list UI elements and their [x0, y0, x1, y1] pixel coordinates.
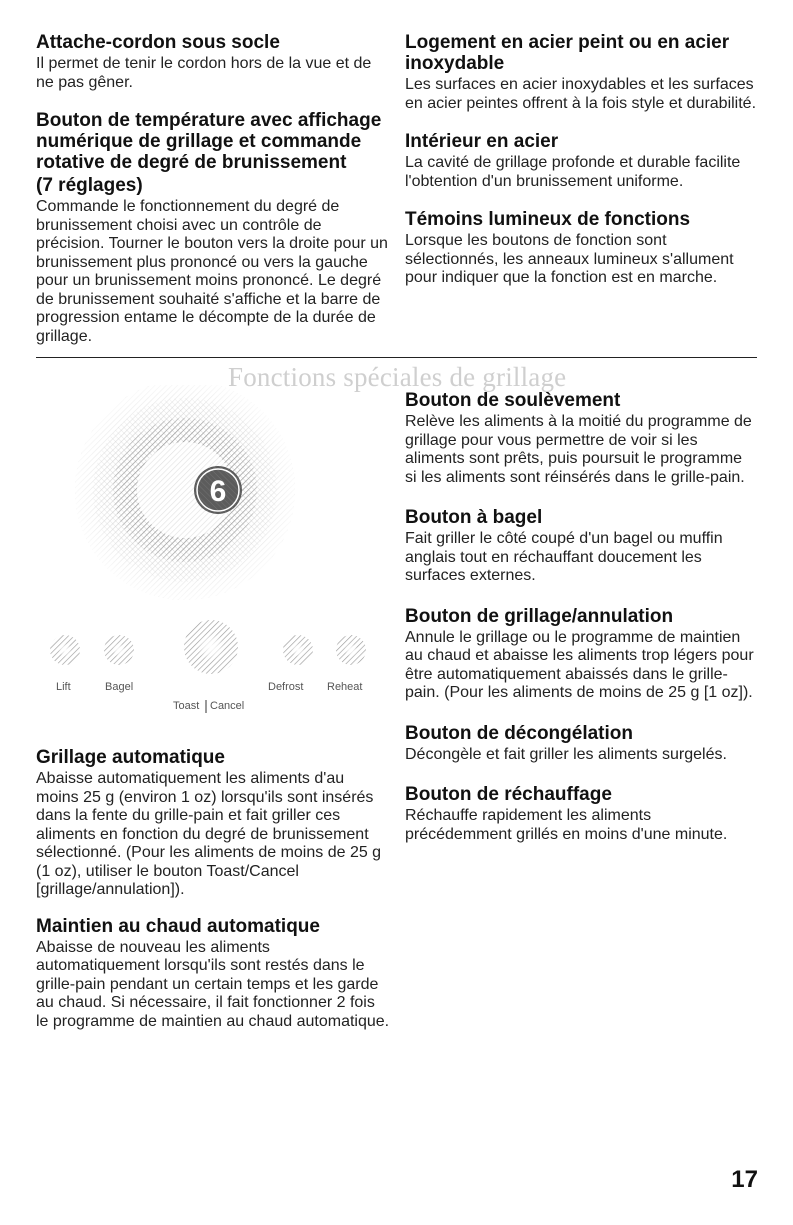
interior-title: Intérieur en acier — [405, 131, 559, 152]
defrost-label: Defrost — [268, 681, 304, 693]
cord-section — [36, 32, 391, 92]
keep-warm-title: Maintien au chaud automatique — [36, 915, 320, 937]
top-left-column — [36, 32, 391, 362]
control-panel-svg — [36, 385, 391, 730]
band-title: Fonctions spéciales de grillage — [228, 362, 567, 392]
steel-title: Logement en acier peint ou en acier inoxydable — [405, 32, 730, 74]
interior-section — [405, 131, 757, 191]
reheat-section — [405, 784, 757, 844]
control-panel-illustration — [36, 385, 391, 730]
bottom-right-column — [405, 390, 757, 860]
bagel-label: Bagel — [105, 681, 134, 693]
lift-button — [50, 635, 80, 665]
toast-cancel-button — [184, 620, 238, 674]
steel-body: Les surfaces en acier inoxydables et les surfaces en acier peintes offrent à la fois style et durabilité. — [405, 76, 757, 112]
page-number: 17 — [731, 1166, 758, 1193]
auto-lower-body: Abaisse automatiquement les aliments d'au moins 25 g (environ 1 oz) lorsqu'ils sont insérés dans la fente du grille-pain et fait griller ces aliments en fonction du degré de brunissement sélectionné. (Pour les aliments de moins de 25 g (1 oz), utiliser le bouton Toast/Cancel [grillage/annulation]). — [36, 770, 382, 898]
bagel-title: Bouton à bagel — [405, 507, 543, 528]
lift-body: Relève les aliments à la moitié du programme de grillage pour vous permettre de voir si les aliments sont prêts, puis poursuit le programme si les aliments sont réinsérés dans le grille-pain. — [405, 413, 752, 486]
keep-warm-body: Abaisse de nouveau les aliments automatiquement lorsqu'ils sont restés dans le grille-pain pendant un certain temps et les garde au chaud. Si nécessaire, il fait fonctionner 2 fois le programme de maintien au chaud automatique. — [36, 938, 390, 1030]
lift-label: Lift — [56, 681, 71, 693]
bagel-button — [104, 635, 134, 665]
cord-body: Il permet de tenir le cordon hors de la vue et de ne pas gêner. — [36, 55, 372, 91]
lift-title: Bouton de soulèvement — [405, 390, 621, 411]
knob-section — [36, 110, 391, 346]
lights-section — [405, 209, 757, 288]
section-divider — [36, 357, 757, 358]
reheat-body: Réchauffe rapidement les aliments précédemment grillés en moins d'une minute. — [405, 807, 728, 843]
toast-cancel-section — [405, 606, 757, 703]
toast-cancel-body: Annule le grillage ou le programme de maintien au chaud et abaisse les aliments trop légers pour être automatiquement abaissés dans le grille-pain. (Pour les aliments de moins de 25 g [1 oz]). — [405, 628, 754, 701]
defrost-section — [405, 723, 757, 765]
knob-title: Bouton de température avec affichage numérique de grillage et commande rotative de degré de brunissement — [36, 110, 382, 173]
cord-title: Attache-cordon sous socle — [36, 32, 280, 53]
keep-warm-section — [36, 916, 391, 1032]
dial-number: 6 — [209, 475, 227, 508]
bottom-left-column — [36, 747, 391, 1047]
defrost-body: Décongèle et fait griller les aliments surgelés. — [405, 745, 727, 763]
auto-lower-title: Grillage automatique — [36, 747, 225, 768]
lift-section — [405, 390, 757, 487]
bagel-section — [405, 507, 757, 586]
defrost-button — [283, 635, 313, 665]
knob-title-settings: (7 réglages) — [36, 175, 143, 196]
interior-body: La cavité de grillage profonde et durable facilite l'obtention d'un brunissement uniforme. — [405, 154, 741, 190]
toast-cancel-title: Bouton de grillage/annulation — [405, 605, 674, 627]
defrost-title: Bouton de décongélation — [405, 722, 633, 744]
cancel-label: Cancel — [210, 700, 245, 712]
toast-label: Toast — [173, 700, 200, 712]
reheat-label: Reheat — [327, 681, 363, 693]
reheat-button — [336, 635, 366, 665]
browning-dial — [75, 385, 295, 600]
lights-title: Témoins lumineux de fonctions — [405, 209, 691, 230]
bagel-body: Fait griller le côté coupé d'un bagel ou muffin anglais tout en réchauffant doucement les surfaces externes. — [405, 530, 723, 584]
knob-body: Commande le fonctionnement du degré de brunissement choisi avec un contrôle de précision. Tourner le bouton vers la droite pour un brunissement plus prononcé ou vers la gauche pour un brunissement moins prononcé. Le degré de brunissement souhaité s'affiche et la barre de progression entame le décompte de la durée de grillage. — [36, 198, 388, 345]
steel-section — [405, 32, 757, 113]
reheat-title: Bouton de réchauffage — [405, 784, 612, 805]
lights-body: Lorsque les boutons de fonction sont sélectionnés, les anneaux lumineux s'allument pour indiquer que la fonction est en marche. — [405, 232, 734, 286]
auto-lower-section — [36, 747, 391, 900]
top-right-column — [405, 32, 757, 304]
